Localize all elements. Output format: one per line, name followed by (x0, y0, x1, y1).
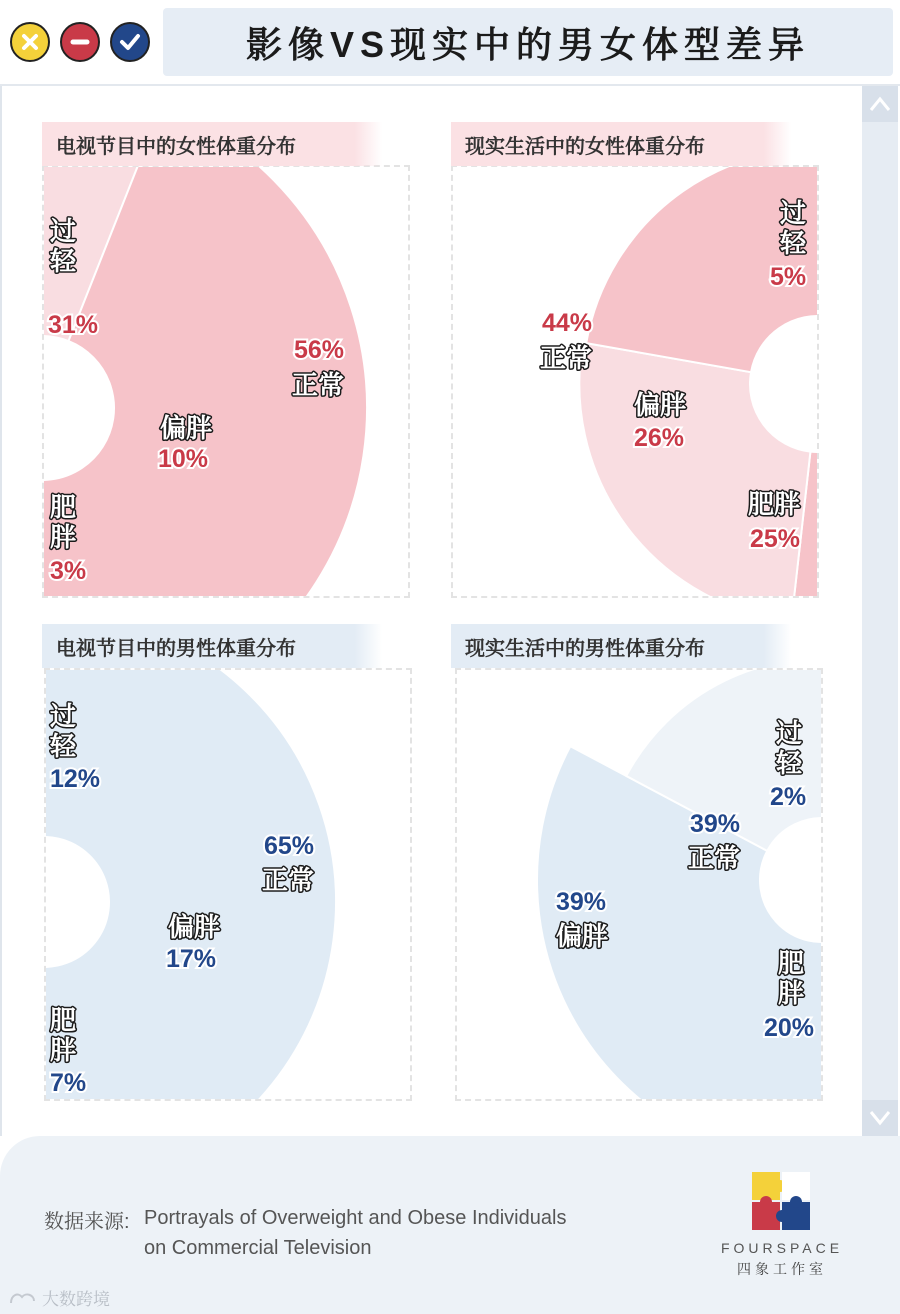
value-label: 39% (690, 810, 741, 838)
category-label: 轻 (50, 731, 77, 761)
category-label: 轻 (776, 748, 803, 778)
rose-slice-1 (830, 243, 885, 324)
value-label: 12% (50, 765, 101, 793)
value-label: 56% (294, 336, 345, 364)
rose-slice-2 (0, 610, 336, 1194)
value-label: 44% (542, 309, 593, 337)
value-label: 10% (158, 445, 209, 473)
source-line-1: Portrayals of Overweight and Obese Individuals (144, 1207, 567, 1229)
source-text (144, 1203, 614, 1263)
rose-slice-1 (833, 769, 856, 821)
value-label: 3% (50, 557, 87, 585)
category-label: 过 (780, 198, 807, 228)
category-label: 肥胖 (748, 489, 801, 519)
panel-title-tv-male: 电视节目中的男性体重分布 (42, 624, 382, 668)
panel-title-tv-female: 电视节目中的女性体重分布 (42, 122, 382, 166)
category-label: 胖 (50, 522, 77, 552)
rose-slice-4 (586, 149, 859, 373)
category-label: 轻 (780, 228, 807, 258)
category-label: 胖 (50, 1035, 77, 1065)
category-label: 偏胖 (160, 413, 213, 443)
category-label: 正常 (292, 370, 345, 400)
category-label: 肥 (50, 492, 77, 522)
category-label: 正常 (262, 865, 315, 895)
category-label: 过 (50, 701, 77, 731)
rose-slice-2 (840, 608, 900, 1144)
value-label: 2% (770, 783, 807, 811)
rose-slice-3 (579, 343, 810, 622)
category-label: 肥 (778, 948, 805, 978)
rose-chart-2 (0, 610, 336, 1194)
watermark-icon (8, 1289, 38, 1307)
panel-title-real-female: 现实生活中的女性体重分布 (451, 122, 791, 166)
rose-chart-1 (579, 128, 900, 674)
category-label: 正常 (540, 343, 593, 373)
value-label: 20% (764, 1014, 815, 1042)
rose-chart-3 (537, 608, 900, 1165)
category-label: 胖 (778, 978, 805, 1008)
logo-subtitle: 四象工作室 (737, 1261, 827, 1277)
value-label: 39% (556, 888, 607, 916)
category-label: 肥 (50, 1005, 77, 1035)
rose-slice-3 (0, 927, 37, 1082)
fourspace-logo-icon (748, 1168, 814, 1234)
value-label: 5% (770, 263, 807, 291)
category-label: 偏胖 (168, 912, 221, 942)
source-line-2: on Commercial Television (144, 1237, 372, 1259)
category-label: 过 (776, 718, 803, 748)
value-label: 26% (634, 424, 685, 452)
category-label: 轻 (50, 246, 77, 276)
watermark-text: 大数跨境 (42, 1290, 110, 1309)
value-label: 25% (750, 525, 801, 553)
value-label: 17% (166, 945, 217, 973)
source-label: 数据来源: (44, 1211, 130, 1233)
value-label: 65% (264, 832, 315, 860)
logo-text: FOURSPACE (720, 1240, 844, 1256)
category-label: 偏胖 (634, 390, 687, 420)
category-label: 正常 (688, 843, 741, 873)
value-label: 7% (50, 1069, 87, 1097)
panel-title-real-male: 现实生活中的男性体重分布 (451, 624, 791, 668)
category-label: 偏胖 (556, 921, 609, 951)
value-label: 31% (48, 311, 99, 339)
page-title: 影像VS现实中的男女体型差异 (245, 23, 811, 65)
watermark (8, 1285, 110, 1310)
category-label: 过 (50, 216, 77, 246)
